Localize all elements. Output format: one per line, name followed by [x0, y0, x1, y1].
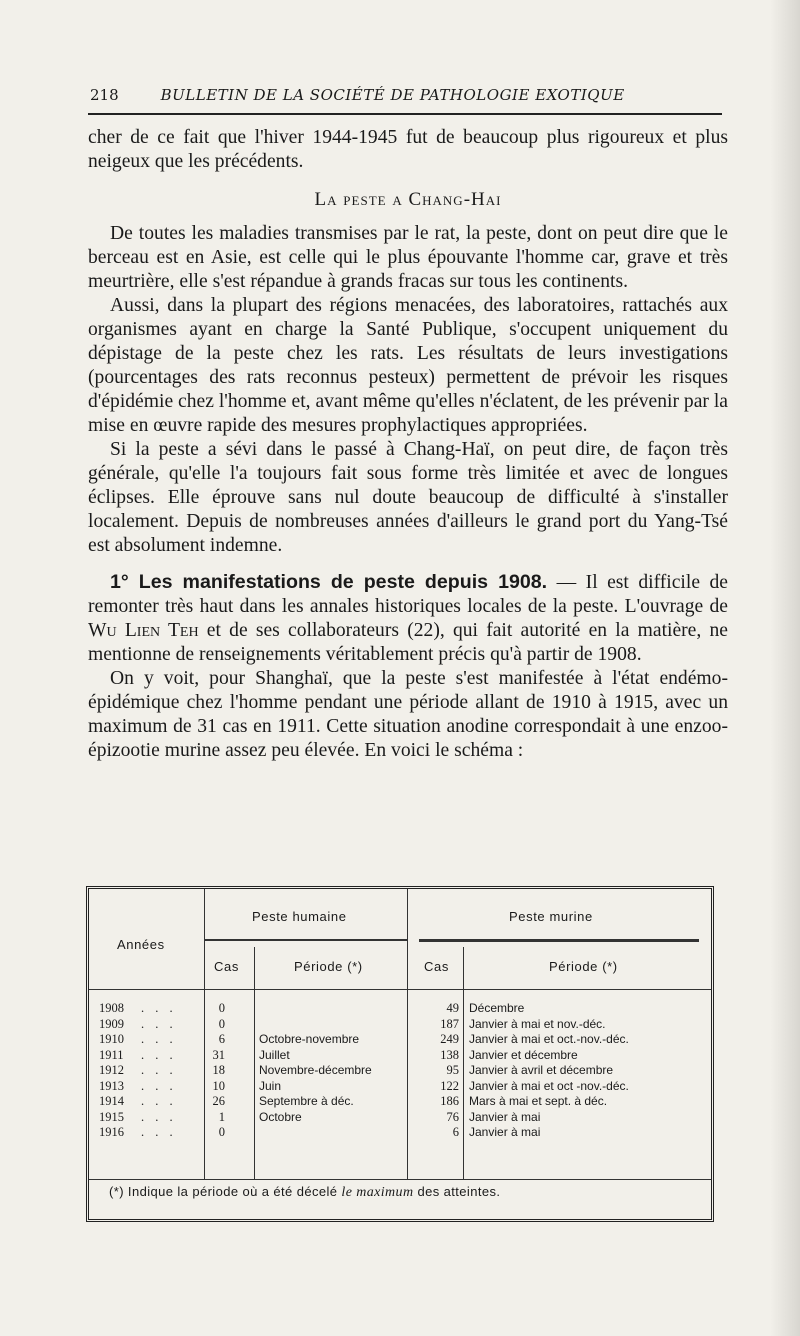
- table-row: [89, 1063, 711, 1078]
- human-cases-cell: 6: [218, 1032, 225, 1046]
- human-period-cell: Octobre: [259, 1109, 302, 1124]
- header-periode-humaine: Période (*): [294, 959, 363, 974]
- journal-title: BULLETIN DE LA SOCIÉTÉ DE PATHOLOGIE EXOTIQUE: [160, 86, 625, 104]
- murine-period-cell: Janvier à mai et nov.-déc.: [469, 1016, 606, 1031]
- leader-dots: . . .: [141, 1001, 177, 1015]
- header-underline-humaine: [204, 939, 408, 941]
- murine-period-cell: Janvier et décembre: [469, 1047, 578, 1062]
- murine-cases-cell: 249: [440, 1032, 459, 1046]
- murine-period-cell: Janvier à avril et décembre: [469, 1063, 614, 1077]
- page-edge-shadow: [770, 0, 800, 1336]
- year-cell: 1911: [99, 1047, 124, 1062]
- subsection-heading: 1° Les manifestations de peste depuis 1908.: [110, 571, 548, 593]
- human-cases-cell: 10: [212, 1078, 225, 1093]
- table-row: [89, 1125, 711, 1140]
- body-text: [88, 126, 728, 763]
- human-cases-cell: 0: [218, 1001, 225, 1015]
- footnote-part-a: (*) Indique la période où a été décelé: [109, 1184, 342, 1199]
- author-name: Wu Lien Teh: [88, 620, 199, 641]
- footnote-emphasis: le maximum: [341, 1185, 414, 1200]
- header-periode-murine: Période (*): [549, 959, 618, 974]
- murine-cases-cell: 138: [440, 1047, 459, 1062]
- header-rule: [88, 113, 722, 115]
- year-cell: 1910: [99, 1032, 124, 1046]
- table-row: [89, 1017, 711, 1032]
- table-bottom-rule: [89, 1179, 711, 1180]
- leader-dots: . . .: [141, 1032, 177, 1046]
- murine-period-cell: Janvier à mai: [469, 1109, 541, 1124]
- murine-cases-cell: 187: [440, 1016, 459, 1031]
- human-cases-cell: 0: [218, 1125, 225, 1139]
- section-title: La peste a Chang-Hai: [314, 189, 502, 210]
- murine-cases-cell: 186: [440, 1094, 459, 1108]
- header-cas-murine: Cas: [424, 959, 449, 974]
- year-cell: 1915: [99, 1109, 124, 1124]
- year-cell: 1913: [99, 1078, 124, 1093]
- header-underline-murine: [419, 939, 699, 942]
- paragraph-4: [88, 570, 728, 667]
- human-period-cell: Octobre-novembre: [259, 1032, 360, 1046]
- murine-cases-cell: 6: [452, 1125, 459, 1139]
- table-row: [89, 1048, 711, 1063]
- year-cell: 1908: [99, 1001, 124, 1015]
- human-cases-cell: 1: [218, 1109, 225, 1124]
- human-cases-cell: 0: [218, 1016, 225, 1031]
- header-bottom-rule: [89, 989, 711, 990]
- header-peste-murine: Peste murine: [509, 909, 593, 924]
- murine-period-cell: Janvier à mai et oct.-nov.-déc.: [469, 1032, 629, 1046]
- murine-cases-cell: 122: [440, 1078, 459, 1093]
- paragraph-4-part-a: — Il est difficile de remonter très haut dans les annales historiques locales de la peste. L'ouvrage de: [88, 572, 728, 617]
- page-number: 218: [90, 86, 119, 104]
- header-cas-humaine: Cas: [214, 959, 239, 974]
- header-peste-humaine: Peste humaine: [252, 909, 347, 924]
- murine-period-cell: Décembre: [469, 1001, 525, 1015]
- paragraph-4-part-b: et de ses collaborateurs (22), qui fait autorité en la matière, ne mentionne de renseignements véritablement précis qu'à partir de 1908.: [88, 620, 728, 665]
- murine-cases-cell: 49: [446, 1001, 459, 1015]
- header-annees: Années: [117, 937, 165, 952]
- footnote-part-b: des atteintes.: [413, 1184, 501, 1199]
- plague-table: [86, 886, 714, 1222]
- paragraph-2: Aussi, dans la plupart des régions menacées, des laboratoires, rattachés aux organismes ayant en charge la Santé Publique, s'occupent uniquement du dépistage de la peste chez les rats. Les résultats de leurs investigations (pourcentages des rats reconnus pesteux) permettent de prévoir les risques d'épidémie chez l'homme et, avant même qu'elles n'éclatent, de les prévenir par la mise en œuvre rapide des mesures prophylactiques appropriées.: [88, 295, 728, 436]
- leader-dots: . . .: [141, 1016, 177, 1031]
- human-period-cell: Juillet: [259, 1047, 290, 1062]
- paragraph-3: Si la peste a sévi dans le passé à Chang-Haï, on peut dire, de façon très générale, qu'elle l'a toujours fait sous forme très limitée et avec de longues éclipses. Elle éprouve sans nul doute beaucoup de difficulté à s'installer localement. Depuis de nombreuses années d'ailleurs le grand port du Yang-Tsé est absolument indemne.: [88, 439, 728, 556]
- murine-period-cell: Mars à mai et sept. à déc.: [469, 1094, 608, 1108]
- paragraph-1: De toutes les maladies transmises par le rat, la peste, dont on peut dire que le berceau est en Asie, est celle qui le plus épouvante l'homme car, grave et très meurtrière, elle s'est répandue à grands fracas sur tous les continents.: [88, 223, 728, 292]
- leader-dots: . . .: [141, 1063, 177, 1077]
- leader-dots: . . .: [141, 1125, 177, 1139]
- table-row: [89, 1001, 711, 1016]
- human-cases-cell: 18: [212, 1063, 225, 1077]
- running-header: [90, 86, 720, 104]
- year-cell: 1909: [99, 1016, 124, 1031]
- human-cases-cell: 26: [212, 1094, 225, 1108]
- leader-dots: . . .: [141, 1078, 177, 1093]
- table-row: [89, 1079, 711, 1094]
- table-row: [89, 1094, 711, 1109]
- table-row: [89, 1110, 711, 1125]
- paragraph-5: On y voit, pour Shanghaï, que la peste s'est manifestée à l'état endémo-épidémique chez l'homme pendant une période allant de 1910 à 1915, avec un maximum de 31 cas en 1911. Cette situation anodine correspondait à une enzoo-épizootie murine assez peu élevée. En voici le schéma :: [88, 668, 728, 761]
- murine-period-cell: Janvier à mai et oct -nov.-déc.: [469, 1078, 629, 1093]
- human-period-cell: Septembre à déc.: [259, 1094, 354, 1108]
- leader-dots: . . .: [141, 1109, 177, 1124]
- human-period-cell: Novembre-décembre: [259, 1063, 372, 1077]
- human-cases-cell: 31: [212, 1047, 225, 1062]
- year-cell: 1914: [99, 1094, 124, 1108]
- murine-cases-cell: 76: [446, 1109, 459, 1124]
- murine-period-cell: Janvier à mai: [469, 1125, 541, 1139]
- murine-cases-cell: 95: [446, 1063, 459, 1077]
- table-row: [89, 1032, 711, 1047]
- human-period-cell: Juin: [259, 1078, 282, 1093]
- paragraph-continued: cher de ce fait que l'hiver 1944-1945 fut de beaucoup plus rigoureux et plus neigeux que les précédents.: [88, 127, 728, 172]
- year-cell: 1912: [99, 1063, 124, 1077]
- table-footnote: [109, 1184, 500, 1201]
- leader-dots: . . .: [141, 1094, 177, 1108]
- year-cell: 1916: [99, 1125, 124, 1139]
- leader-dots: . . .: [141, 1047, 177, 1062]
